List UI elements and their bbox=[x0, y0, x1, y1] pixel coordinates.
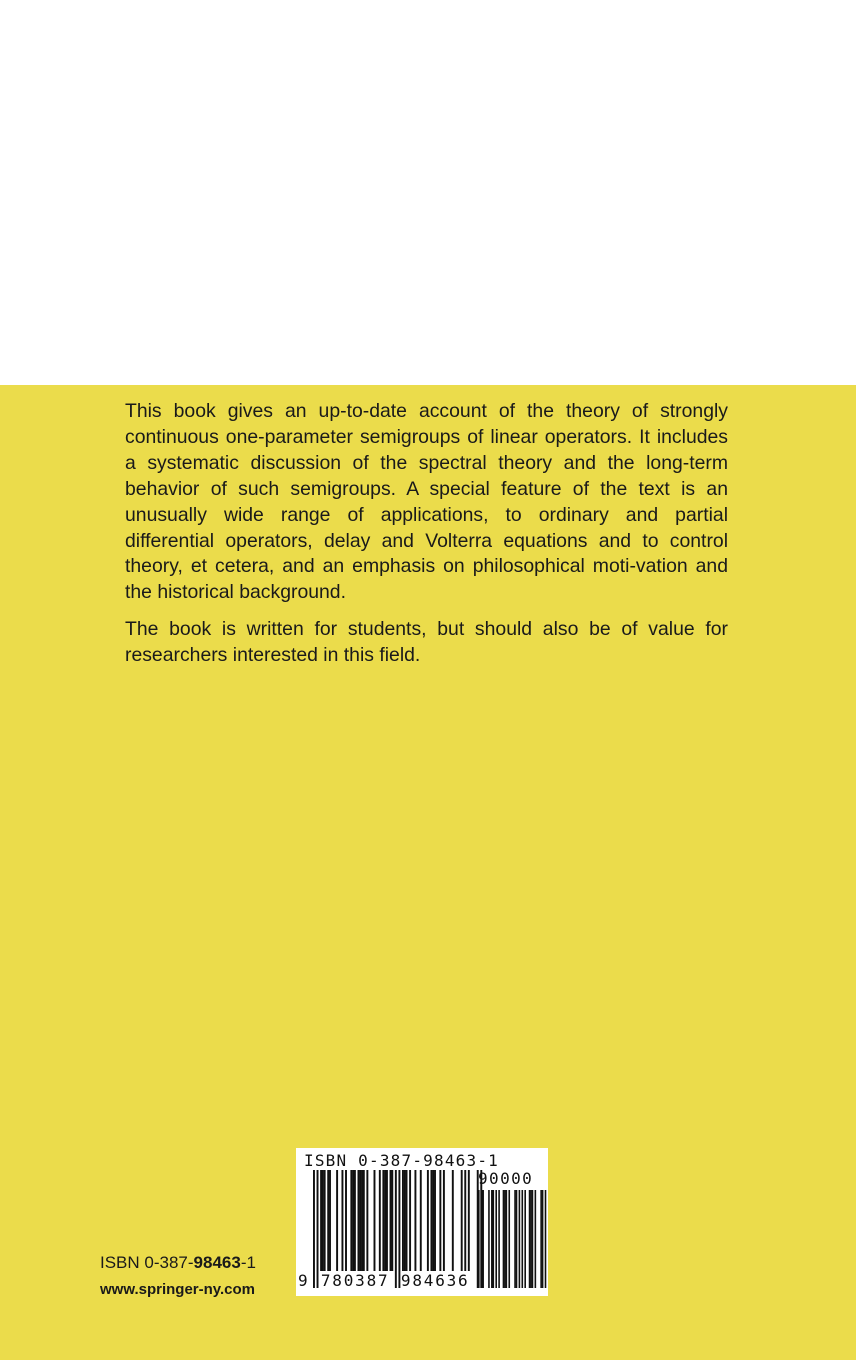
barcode-bar bbox=[363, 1170, 365, 1271]
description-paragraph-1: This book gives an up-to-date account of the theory of strongly continuous one-parameter semigroups of linear operators. It includes a systematic discussion of the spectral theory and the long-term behavior of such semigroups. A special feature of the text is an unusually wide range of applications, to ordinary and partial differential operators, delay and Volterra equations and to control theory, et cetera, and an emphasis on philosophical moti-vation and the historical background. bbox=[125, 400, 728, 604]
barcode-addon-bar bbox=[535, 1190, 537, 1288]
isbn-prefix: ISBN 0-387- bbox=[100, 1253, 194, 1272]
barcode-bar bbox=[391, 1170, 393, 1271]
barcode-addon-bar bbox=[478, 1190, 480, 1288]
publisher-website: www.springer-ny.com bbox=[100, 1281, 256, 1298]
barcode-bar bbox=[430, 1170, 432, 1271]
isbn-label bbox=[100, 1252, 256, 1274]
barcode-ean-digits: 9 780387 984636 bbox=[298, 1271, 470, 1290]
barcode-bar bbox=[427, 1170, 429, 1271]
barcode-bar bbox=[461, 1170, 463, 1271]
barcode-addon-bar bbox=[529, 1190, 531, 1288]
barcode-bar bbox=[468, 1170, 470, 1271]
barcode-addon-bar bbox=[508, 1190, 510, 1288]
description-paragraph-2: The book is written for students, but should also be of value for researchers interested in this field. bbox=[125, 618, 728, 667]
barcode-bar bbox=[404, 1170, 406, 1271]
barcode-bar bbox=[354, 1170, 356, 1271]
barcode-addon-bar bbox=[491, 1190, 493, 1288]
barcode-bar bbox=[439, 1170, 441, 1271]
barcode-bar bbox=[327, 1170, 329, 1271]
barcode-bar bbox=[322, 1170, 324, 1271]
barcode-bar bbox=[420, 1170, 422, 1271]
barcode bbox=[296, 1148, 548, 1296]
barcode-bar bbox=[409, 1170, 411, 1271]
barcode-addon-bar bbox=[516, 1190, 518, 1288]
barcode-bar bbox=[414, 1170, 416, 1271]
barcode-addon-bar bbox=[542, 1190, 544, 1288]
barcode-bar bbox=[359, 1170, 361, 1271]
barcode-bar bbox=[379, 1170, 381, 1271]
cover-top-area bbox=[0, 0, 856, 385]
barcode-addon-bar bbox=[524, 1190, 526, 1288]
barcode-bar bbox=[366, 1170, 368, 1271]
barcode-addon-bar bbox=[540, 1190, 542, 1288]
isbn-bold-part: 98463 bbox=[193, 1253, 241, 1272]
barcode-bar bbox=[324, 1170, 326, 1271]
barcode-addon-bar bbox=[514, 1190, 516, 1288]
barcode-bar bbox=[374, 1170, 376, 1271]
barcode-addon-bar bbox=[519, 1190, 521, 1288]
barcode-addon-bar bbox=[503, 1190, 505, 1288]
barcode-bar bbox=[406, 1170, 408, 1271]
barcode-addon-bar bbox=[504, 1190, 506, 1288]
barcode-bar bbox=[452, 1170, 454, 1271]
barcode-addon-bar bbox=[493, 1190, 495, 1288]
barcode-bar bbox=[464, 1170, 466, 1271]
barcode-bar bbox=[345, 1170, 347, 1271]
barcode-addon-bar bbox=[545, 1190, 547, 1288]
book-description bbox=[125, 399, 728, 669]
barcode-bar bbox=[320, 1170, 322, 1271]
barcode-bar bbox=[352, 1170, 354, 1271]
barcode-isbn-text: ISBN 0-387-98463-1 bbox=[304, 1151, 499, 1170]
barcode-bar bbox=[402, 1170, 404, 1271]
barcode-bar bbox=[358, 1170, 360, 1271]
barcode-addon-bar bbox=[530, 1190, 532, 1288]
isbn-suffix: -1 bbox=[240, 1253, 256, 1272]
barcode-addon-bar bbox=[481, 1190, 483, 1288]
barcode-addon-digits: 90000 bbox=[478, 1169, 534, 1188]
barcode-bar bbox=[390, 1170, 392, 1271]
barcode-bar bbox=[386, 1170, 388, 1271]
barcode-bar bbox=[329, 1170, 331, 1271]
barcode-addon-bar bbox=[532, 1190, 534, 1288]
barcode-addon-bar bbox=[495, 1190, 497, 1288]
barcode-bar bbox=[432, 1170, 434, 1271]
barcode-bar bbox=[361, 1170, 363, 1271]
barcode-addon-bar bbox=[522, 1190, 524, 1288]
barcode-bar bbox=[336, 1170, 338, 1271]
barcode-bar bbox=[443, 1170, 445, 1271]
barcode-bar bbox=[382, 1170, 384, 1271]
barcode-addon-bar bbox=[498, 1190, 500, 1288]
barcode-addon-bar bbox=[482, 1190, 484, 1288]
barcode-bar bbox=[434, 1170, 436, 1271]
barcode-addon-bar bbox=[488, 1190, 490, 1288]
barcode-bar bbox=[350, 1170, 352, 1271]
barcode-bar bbox=[341, 1170, 343, 1271]
barcode-addon-bar bbox=[506, 1190, 508, 1288]
barcode-bar bbox=[384, 1170, 386, 1271]
